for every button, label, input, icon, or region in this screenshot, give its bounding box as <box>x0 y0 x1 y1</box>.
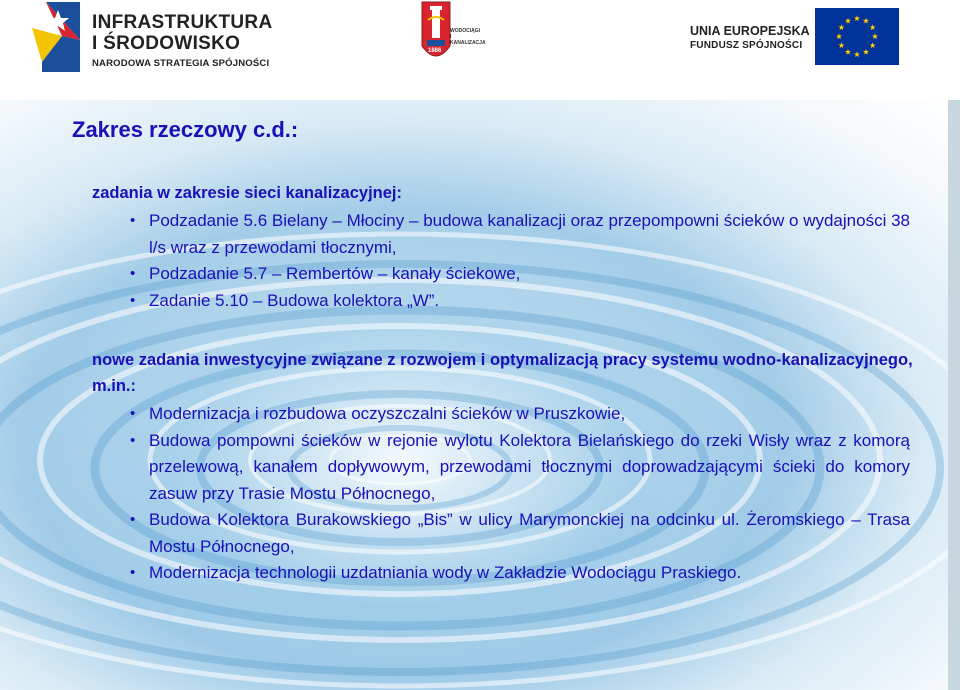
eu-logo-line2: FUNDUSZ SPÓJNOŚCI <box>690 40 803 51</box>
eu-cohesion-fund-logo <box>690 8 930 68</box>
new-investment-task-list <box>130 401 910 587</box>
list-item: • Zadanie 5.10 – Budowa kolektora „W”. <box>130 288 910 315</box>
logo-line-strategia: NARODOWA STRATEGIA SPÓJNOŚCI <box>92 58 270 69</box>
eu-logo-line1: UNIA EUROPEJSKA <box>690 24 810 38</box>
logo-line-infrastruktura: INFRASTRUKTURA <box>92 12 273 33</box>
list-item: • Budowa Kolektora Burakowskiego „Bis” w ulicy Marymonckiej na odcinku ul. Żeromskiego – Trasa Mostu Północnego, <box>130 507 910 560</box>
program-emblem-icon <box>32 2 80 72</box>
slide-title: Zakres rzeczowy c.d.: <box>72 117 299 142</box>
list-item: • Podzadanie 5.7 – Rembertów – kanały ściekowe, <box>130 261 910 288</box>
coat-vertical-text: WODOCIĄGI I KANALIZACJA <box>450 28 486 46</box>
sewer-network-task-list <box>130 208 910 314</box>
logo-line-srodowisko: I ŚRODOWISKO <box>92 33 241 54</box>
list-item: • Podzadanie 5.6 Bielany – Młociny – budowa kanalizacji oraz przepompowni ścieków o wydajności 38 l/s wraz z przewodami tłocznymi, <box>130 208 910 261</box>
list-item: • Modernizacja i rozbudowa oczyszczalni ścieków w Pruszkowie, <box>130 401 910 428</box>
header-logo-bar <box>0 0 960 100</box>
list-item: • Modernizacja technologii uzdatniania wody w Zakładzie Wodociągu Praskiego. <box>130 560 910 587</box>
section-heading-sewer-network: zadania w zakresie sieci kanalizacyjnej: <box>92 184 403 202</box>
eu-flag-icon <box>815 8 899 65</box>
section-heading-new-investments: nowe zadania inwestycyjne związane z rozwojem i optymalizacją pracy systemu wodno-kanalizacyjnego, m.in.: <box>92 351 913 395</box>
infrastruktura-srodowisko-logo <box>32 2 273 72</box>
coat-year: 1886 <box>428 48 442 54</box>
list-item: • Budowa pompowni ścieków w rejonie wylotu Kolektora Bielańskiego do rzeki Wisły wraz z komorą przelewową, kanałem dopływowym, przewodami tłocznymi doprowadzającymi ścieki do komory zasuw przy Trasie Mostu Północnego, <box>130 428 910 508</box>
